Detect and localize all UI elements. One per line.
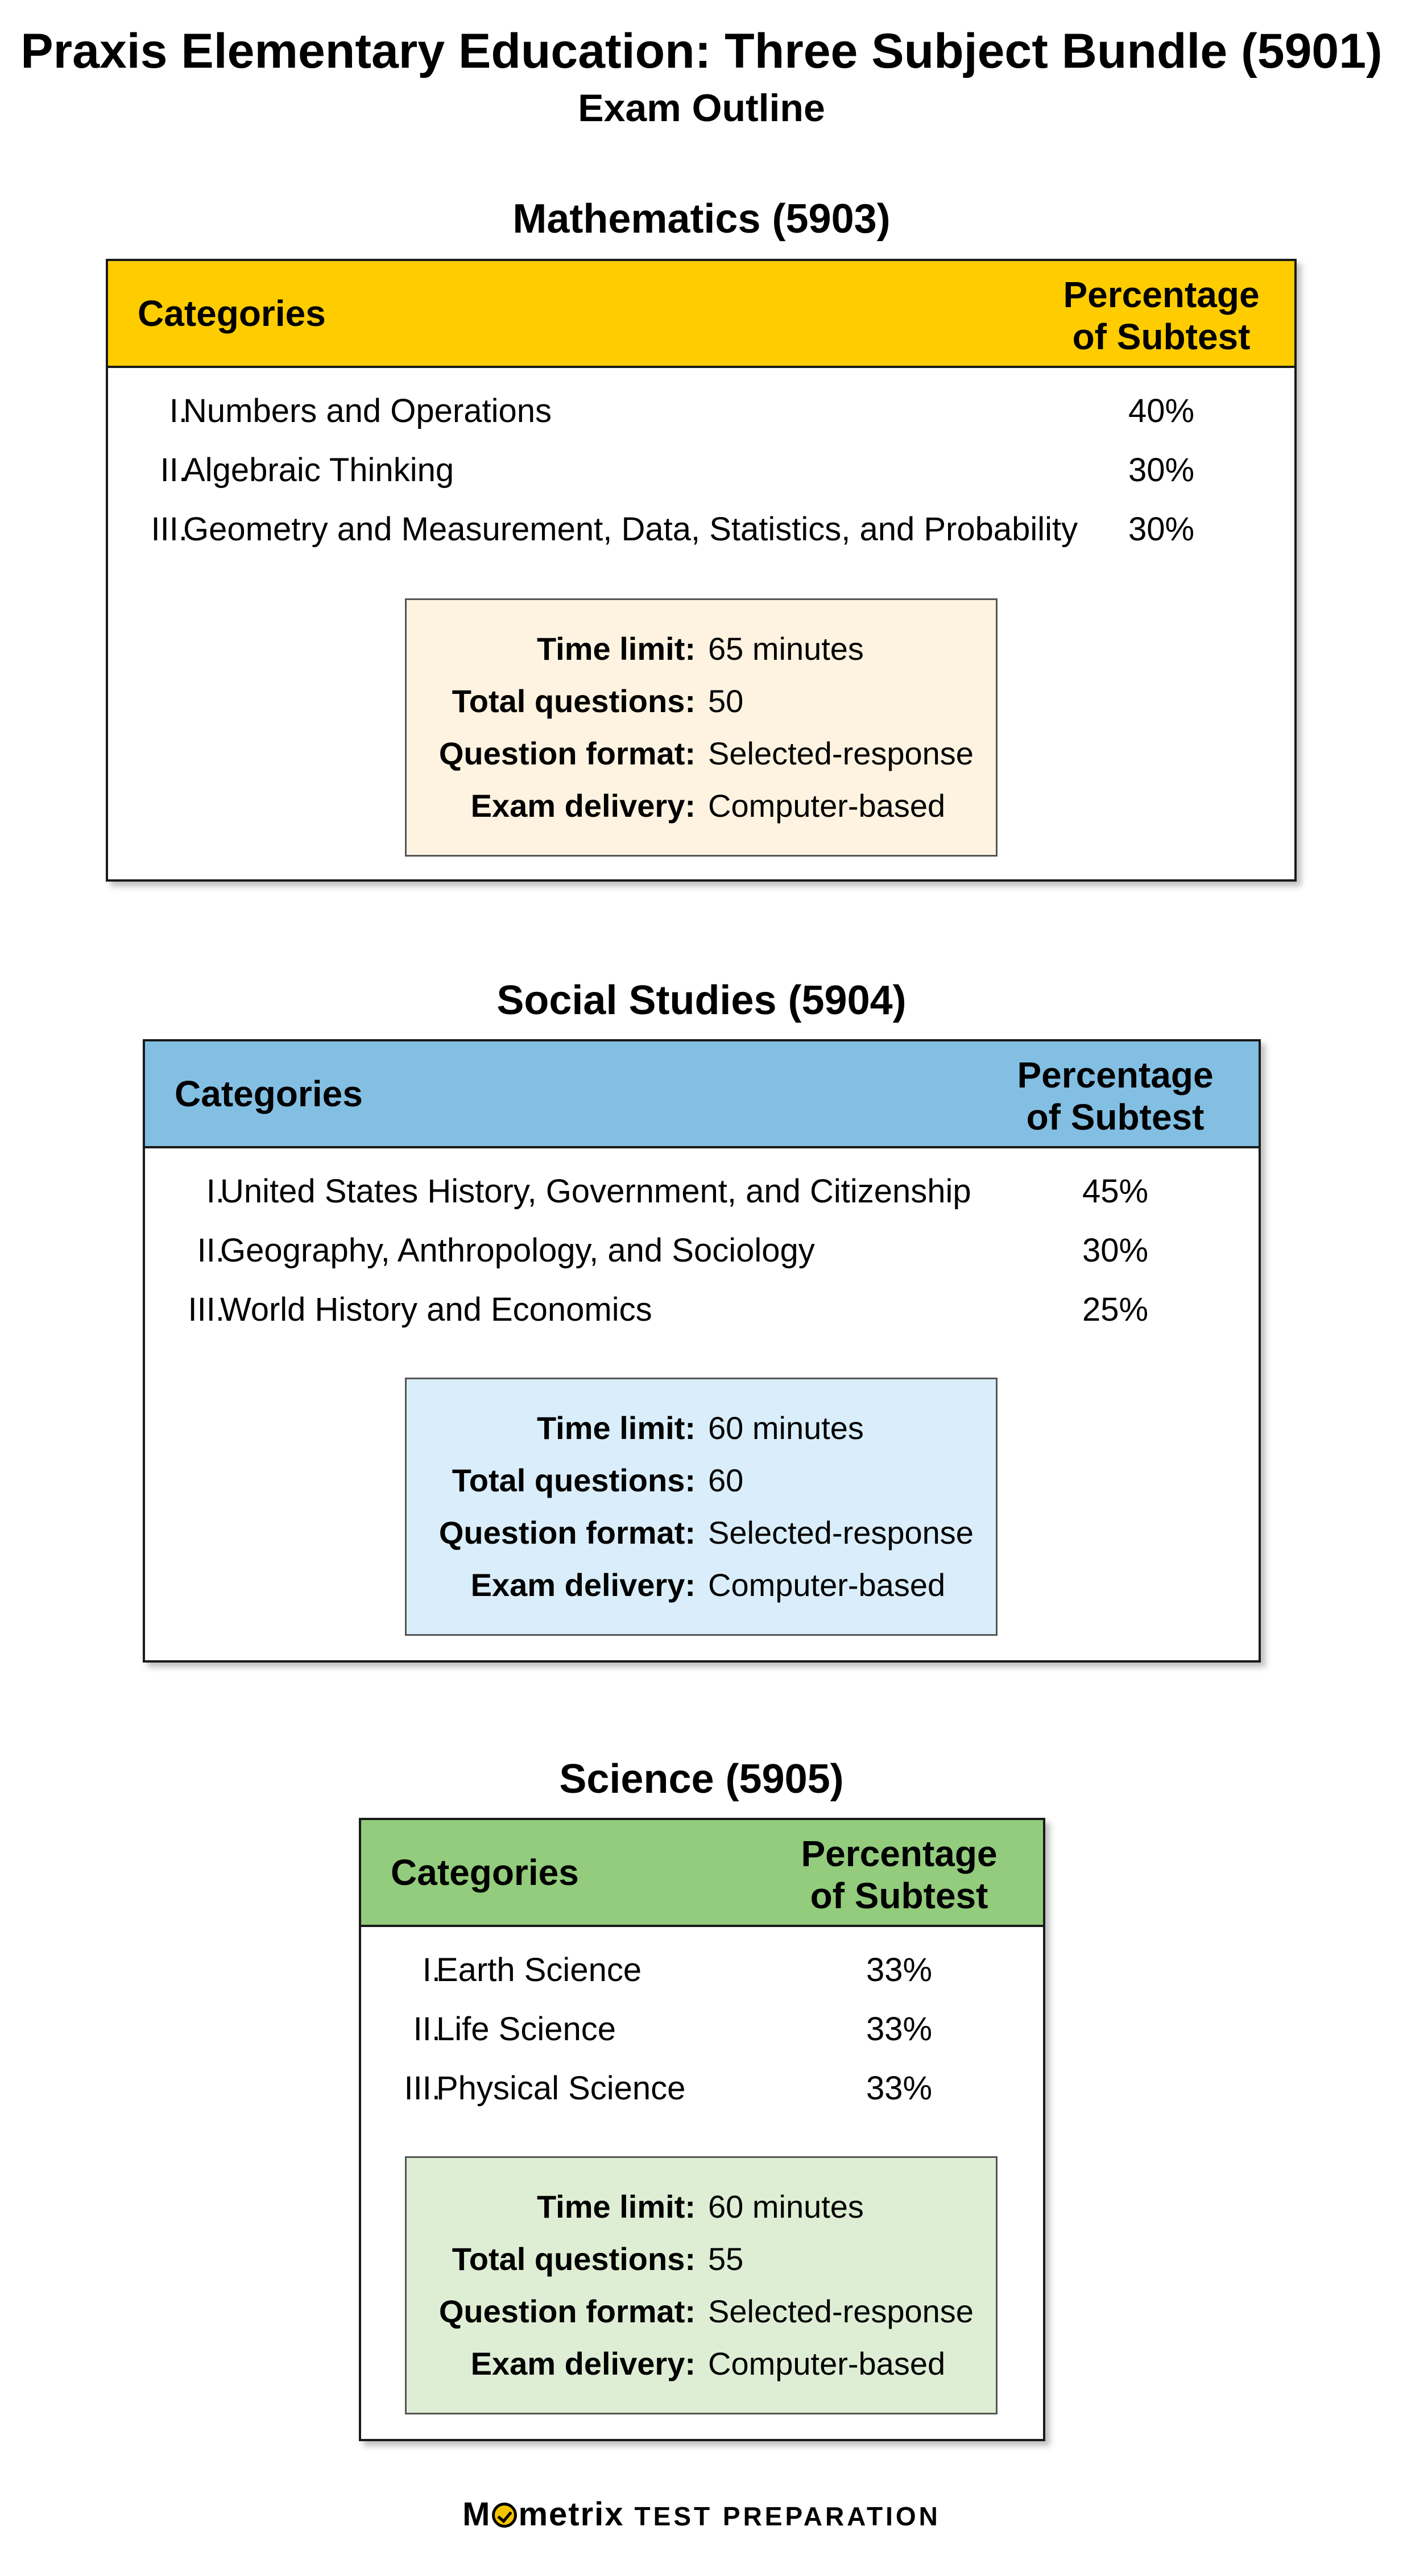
row-category: Geometry and Measurement, Data, Statistics, and Probability <box>183 511 1078 548</box>
header-percentage-line2: of Subtest <box>810 1875 988 1916</box>
row-percentage: 45% <box>1082 1173 1149 1210</box>
info-exam-delivery <box>407 1559 996 1611</box>
info-time-limit <box>407 623 996 675</box>
row-percentage: 30% <box>1128 511 1195 548</box>
table-row <box>361 2000 1043 2059</box>
info-time-limit <box>407 2181 996 2233</box>
info-label: Question format: <box>438 2293 696 2329</box>
info-label: Exam delivery: <box>470 1567 696 1603</box>
header-percentage-line1: Percentage <box>1063 274 1260 315</box>
checkmark-o-icon <box>492 2503 517 2528</box>
row-category: Physical Science <box>436 2070 686 2107</box>
info-label: Exam delivery: <box>470 2346 696 2381</box>
section-title-science: Science (5905) <box>559 1756 844 1802</box>
table-header <box>361 1820 1043 1927</box>
row-numeral: III. <box>188 1291 225 1328</box>
header-percentage-line1: Percentage <box>801 1833 998 1874</box>
exam-info-box <box>405 598 998 857</box>
info-value: 60 <box>708 1462 744 1498</box>
info-value: 55 <box>708 2241 744 2277</box>
info-value: 60 minutes <box>708 2189 864 2224</box>
table-row <box>108 441 1294 500</box>
table-mathematics <box>106 259 1297 882</box>
row-numeral: II. <box>413 2011 441 2048</box>
row-category: Earth Science <box>436 1951 642 1988</box>
info-time-limit <box>407 1402 996 1454</box>
logo-brand <box>462 2496 624 2533</box>
row-category: Numbers and Operations <box>183 392 552 429</box>
info-value: 65 minutes <box>708 631 864 667</box>
row-numeral: I. <box>422 1951 441 1988</box>
header-percentage-line2: of Subtest <box>1026 1097 1205 1138</box>
info-label: Time limit: <box>536 1410 696 1446</box>
row-percentage: 25% <box>1082 1291 1149 1328</box>
section-title-mathematics: Mathematics (5903) <box>512 196 891 242</box>
header-percentage <box>1059 274 1264 358</box>
row-percentage: 30% <box>1128 452 1195 489</box>
info-value: 50 <box>708 683 744 719</box>
header-percentage <box>1013 1054 1218 1138</box>
info-value: Selected-response <box>708 735 974 771</box>
row-numeral: III. <box>151 511 188 548</box>
table-row <box>145 1221 1259 1280</box>
logo-tagline: TEST PREPARATION <box>634 2501 941 2531</box>
info-question-format <box>407 2285 996 2338</box>
info-label: Time limit: <box>536 2189 696 2224</box>
row-numeral: I. <box>206 1173 225 1210</box>
info-total-questions <box>407 2233 996 2285</box>
info-total-questions <box>407 1454 996 1507</box>
table-row <box>108 382 1294 441</box>
row-numeral: I. <box>169 392 188 429</box>
info-total-questions <box>407 675 996 727</box>
header-categories: Categories <box>138 293 326 334</box>
table-row <box>145 1162 1259 1221</box>
row-numeral: II. <box>160 452 188 489</box>
row-category: United States History, Government, and Citizenship <box>220 1173 971 1210</box>
row-category: Geography, Anthropology, and Sociology <box>220 1232 815 1269</box>
row-category: Algebraic Thinking <box>183 452 454 489</box>
page-subtitle: Exam Outline <box>578 86 825 130</box>
table-row <box>361 1941 1043 2000</box>
info-label: Question format: <box>438 1515 696 1550</box>
info-value: Computer-based <box>708 1567 946 1603</box>
table-row <box>361 2059 1043 2118</box>
row-percentage: 30% <box>1082 1232 1149 1269</box>
info-label: Total questions: <box>452 1462 696 1498</box>
header-percentage <box>797 1833 1001 1917</box>
table-row <box>145 1280 1259 1339</box>
table-science <box>359 1818 1045 2441</box>
table-header <box>145 1041 1259 1148</box>
table-row <box>108 500 1294 559</box>
row-percentage: 40% <box>1128 392 1195 429</box>
info-question-format <box>407 1507 996 1559</box>
row-numeral: II. <box>197 1232 225 1269</box>
row-category: Life Science <box>436 2011 616 2048</box>
info-value: Computer-based <box>708 2346 946 2381</box>
info-label: Question format: <box>438 735 696 771</box>
header-categories: Categories <box>391 1852 579 1893</box>
row-category: World History and Economics <box>220 1291 652 1328</box>
header-percentage-line2: of Subtest <box>1072 316 1251 357</box>
exam-info-box <box>405 1378 998 1636</box>
info-value: 60 minutes <box>708 1410 864 1446</box>
table-social-studies <box>143 1039 1261 1663</box>
info-label: Exam delivery: <box>470 788 696 824</box>
row-percentage: 33% <box>866 2070 933 2107</box>
header-categories: Categories <box>175 1073 363 1114</box>
logo-brand-suffix: metrix <box>518 2496 624 2533</box>
page-title: Praxis Elementary Education: Three Subject Bundle (5901) <box>20 24 1383 78</box>
info-exam-delivery <box>407 780 996 832</box>
row-percentage: 33% <box>866 1951 933 1988</box>
row-percentage: 33% <box>866 2011 933 2048</box>
logo-brand-prefix: M <box>462 2496 491 2533</box>
row-numeral: III. <box>404 2070 441 2107</box>
info-label: Time limit: <box>536 631 696 667</box>
exam-info-box <box>405 2156 998 2414</box>
table-header <box>108 261 1294 368</box>
info-value: Computer-based <box>708 788 946 824</box>
info-value: Selected-response <box>708 2293 974 2329</box>
info-label: Total questions: <box>452 683 696 719</box>
header-percentage-line1: Percentage <box>1017 1055 1214 1095</box>
info-question-format <box>407 727 996 780</box>
section-title-social-studies: Social Studies (5904) <box>496 978 907 1023</box>
info-exam-delivery <box>407 2338 996 2390</box>
mometrix-logo <box>0 2495 1403 2536</box>
info-label: Total questions: <box>452 2241 696 2277</box>
info-value: Selected-response <box>708 1515 974 1550</box>
